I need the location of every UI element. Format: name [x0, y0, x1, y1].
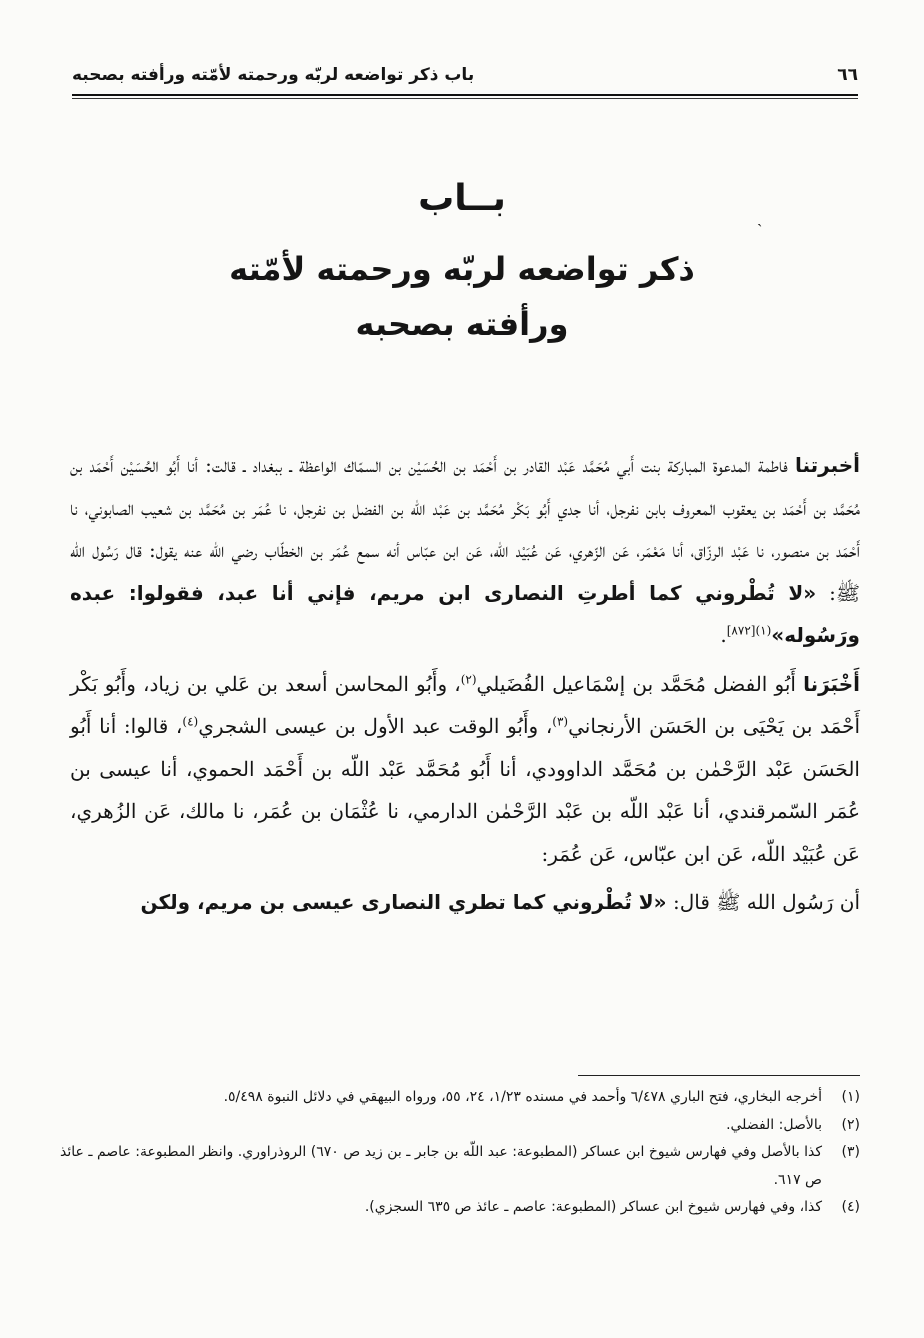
footnote-number: (٣)	[841, 1144, 860, 1160]
hadith-quote: «لا تُطْروني كما تطري النصارى عيسى بن مريم، ولكن	[140, 890, 667, 914]
running-title: باب ذكر تواضعه لربّه ورحمته لأمّته ورأفته بصحبه	[72, 65, 475, 85]
page-number: ٦٦	[837, 65, 858, 85]
header-rule	[72, 94, 858, 96]
footnotes	[60, 1084, 860, 1222]
paragraph-lead: أخبرتنا	[794, 453, 860, 477]
chapter-label: بــاب	[418, 178, 506, 219]
footnote-ref-1: (١)	[755, 623, 772, 638]
isnad-text: فاطمة المدعوة المباركة بنت أَبي مُحَمَّد عَبْد القادر بن أَحْمَد بن الحُسَيْن بن السمّاك الواعظة ـ ببغداد ـ قالت: أنا أَبُو الحُسَيْن أَحْمَد بن مُحَمَّد بن أَحْمَد بن يعقوب المعروف بابن نفرجل، أنا جدي أَبُو بَكْر مُحَمَّد بن عَبْد اللّه بن الفضل بن نفرجل، نا عُمَر بن مُحَمَّد بن شعيب الصابوني، نا أَحْمَد بن منصور، نا عَبْد الرزّاق، أنا مَعْمَر، عَن الزّهري، عَن عُبَيْد اللّه، عَن ابن عبّاس أنه سمع عُمَر بن الخطّاب رضي الله عنه يقول: قال رَسُول الله ﷺ:	[70, 453, 860, 605]
footnote-number: (١)	[841, 1089, 860, 1105]
header-rule-thin	[72, 98, 858, 99]
main-text	[70, 444, 860, 924]
isnad-text: أَبُو الفضل مُحَمَّد بن إسْمَاعيل الفُضَيلي	[476, 671, 804, 696]
running-header	[72, 58, 858, 92]
sentence-end: .	[720, 623, 727, 647]
paragraph-3	[70, 881, 860, 924]
isnad-text: ، وأَبُو الوقت عبد الأول بن عيسى الشجري	[198, 714, 553, 738]
isnad-text: ، قالوا: أنا أَبُو الحَسَن عَبْد الرَّحْمٰن بن مُحَمَّد الداوودي، أنا أَبُو مُحَمَّد عَبْد اللّه بن أَحْمَد الحموي، أنا عيسى بن عُمَر السّمرقندي، أنا عَبْد اللّه بن عَبْد الرَّحْمٰن الدارمي، نا عُثْمَان بن عُمَر، نا مالك، عَن الزُهري، عَن عُبَيْد اللّه، عَن ابن عبّاس، عَن عُمَر:	[70, 714, 860, 866]
footnote-ref-4: (٤)	[182, 714, 199, 729]
footnote	[60, 1194, 860, 1222]
footnote-text: بالأصل: الفضلي.	[726, 1116, 822, 1133]
hadith-quote: «لا تُطْروني كما أطرتِ النصارى ابن مريم، فإني أنا عبد، فقولوا: عبده ورَسُوله»	[70, 580, 860, 647]
footnote-number: (٢)	[841, 1116, 860, 1133]
paragraph-1	[70, 444, 860, 657]
footnote	[60, 1139, 860, 1194]
paragraph-lead: أَخْبَرَنا	[803, 671, 860, 696]
narration-intro: أن رَسُول الله ﷺ قال:	[666, 890, 860, 914]
footnote-ref-3: (٣)	[552, 714, 569, 729]
footnote-text: أخرجه البخاري، فتح الباري ٦/٤٧٨ وأحمد في مسنده ١/٢٣، ٢٤، ٥٥، ورواه البيهقي في دلائل النبوة ٥/٤٩٨.	[223, 1089, 822, 1105]
footnote	[60, 1084, 860, 1112]
footnote-rule	[578, 1075, 860, 1076]
footnote-ref-2: (٢)	[460, 671, 477, 686]
footnote-text: كذا بالأصل وفي فهارس شيوخ ابن عساكر (المطبوعة: عبد اللّه بن جابر ـ بن زيد ص ٦٧٠) الروذراوري. وانظر المطبوعة: عاصم ـ عائذ ص ٦١٧.	[60, 1144, 822, 1188]
chapter-title-line-1: ذكر تواضعه لربّه ورحمته لأمّته	[229, 250, 695, 288]
chapter-title-line-2: ورأفته بصحبه	[355, 305, 569, 343]
stray-mark: ˏ	[757, 208, 763, 227]
footnote-text: كذا، وفي فهارس شيوخ ابن عساكر (المطبوعة: عاصم ـ عائذ ص ٦٣٥ السجزي).	[364, 1199, 822, 1215]
paragraph-2	[70, 663, 860, 876]
footnote	[60, 1112, 860, 1140]
hadith-number: [٨٧٢]	[726, 623, 756, 638]
footnote-number: (٤)	[841, 1199, 860, 1215]
isnad-text: ، وأَبُو المحاسن أسعد بن عَلي بن زياد، وأَبُو بَكْر أَحْمَد بن يَحْيَى بن الحَسَن الأرنجاني	[70, 671, 861, 738]
